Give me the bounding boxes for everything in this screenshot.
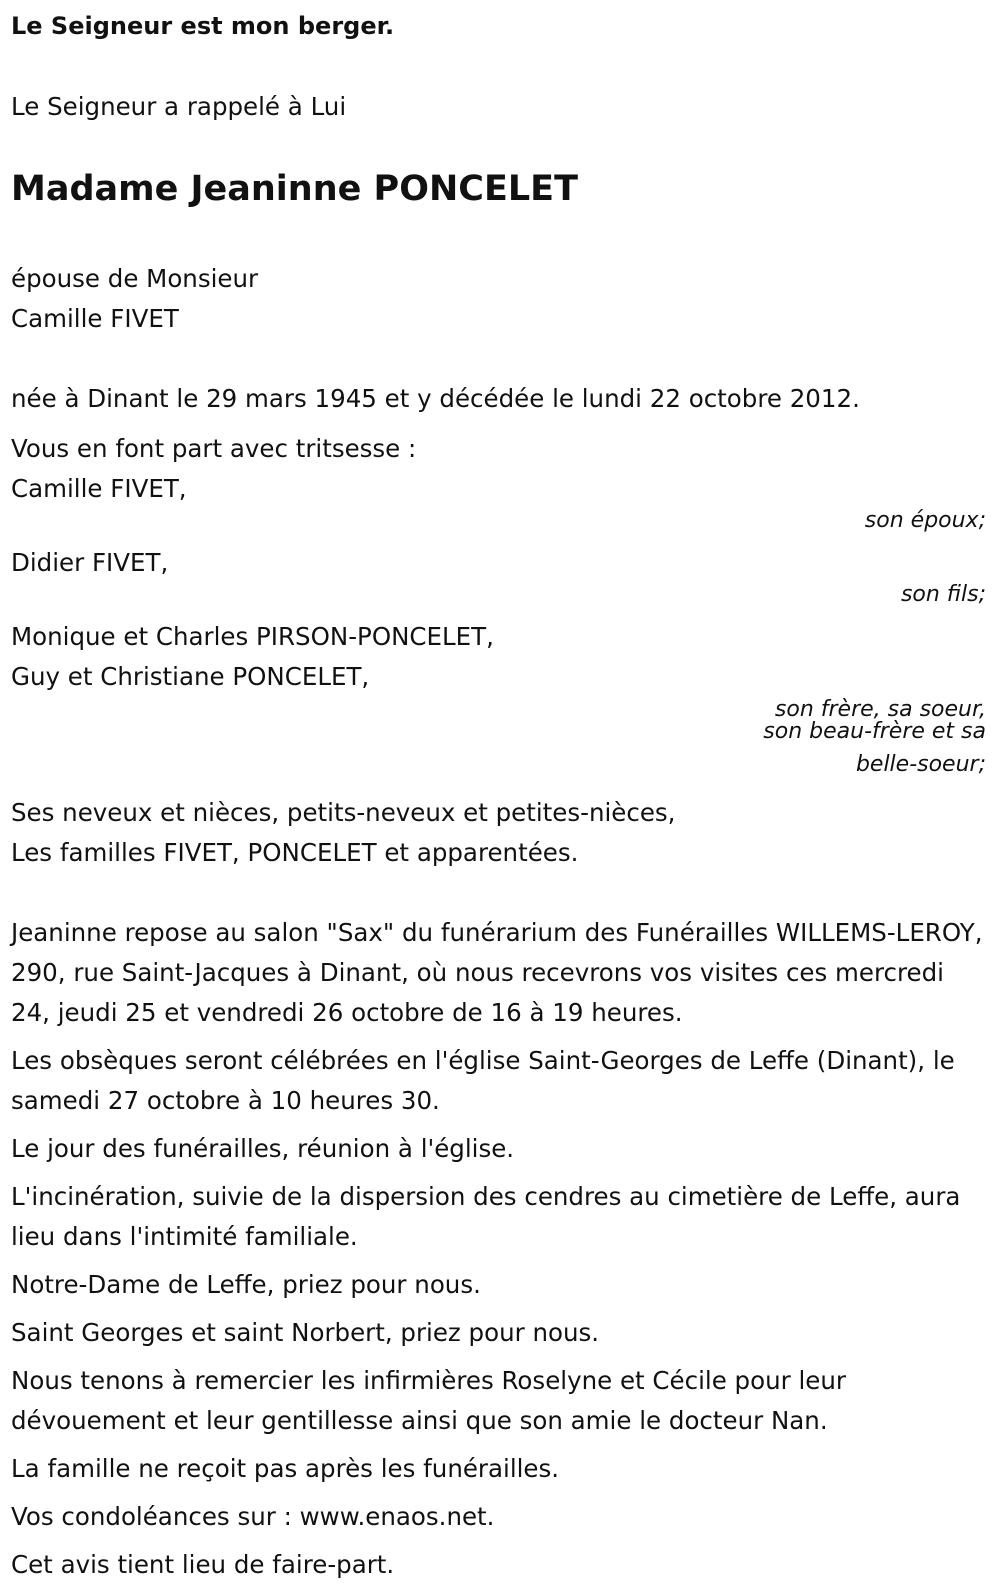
obituary-notice xyxy=(0,11,1000,1587)
family-husband-name: Camille FIVET, xyxy=(11,474,187,503)
intro-text: Le Seigneur a rappelé à Lui xyxy=(11,92,347,121)
prayer-1: Notre-Dame de Leffe, priez pour nous. xyxy=(11,1270,481,1299)
family-son-name: Didier FIVET, xyxy=(11,548,169,577)
family-siblings-relation-3: belle-soeur; xyxy=(855,752,986,777)
family-siblings-1: Monique et Charles PIRSON-PONCELET, xyxy=(11,622,494,651)
announcement: Vous en font part avec tritsesse : xyxy=(11,434,417,463)
family-son-relation: son fils; xyxy=(900,582,986,607)
funeral-paragraph: Les obsèques seront célébrées en l'église Saint-Georges de Leffe (Dinant), le samedi 27 octobre à 10 heures 30. xyxy=(11,1046,955,1115)
birth-death-line: née à Dinant le 29 mars 1945 et y décédée le lundi 22 octobre 2012. xyxy=(11,384,860,413)
family-siblings-relation-1: son frère, sa soeur, xyxy=(774,697,986,722)
family-nephews: Ses neveux et nièces, petits-neveux et petites-nièces, xyxy=(11,798,676,827)
motto: Le Seigneur est mon berger. xyxy=(11,12,395,40)
family-husband-relation: son époux; xyxy=(864,508,986,533)
cremation-paragraph: L'incinération, suivie de la dispersion des cendres au cimetière de Leffe, aura lieu dans l'intimité familiale. xyxy=(11,1182,961,1251)
spouse-line-2: Camille FIVET xyxy=(11,304,179,333)
viewing-paragraph: Jeaninne repose au salon "Sax" du funérarium des Funérailles WILLEMS-LEROY, 290, rue Saint-Jacques à Dinant, où nous recevrons vos visites ces mercredi 24, jeudi 25 et vendredi 26 octobre de 16 à 19 heures. xyxy=(11,918,983,1027)
family-families: Les familles FIVET, PONCELET et apparentées. xyxy=(11,838,579,867)
no-reception-paragraph: La famille ne reçoit pas après les funérailles. xyxy=(11,1454,560,1483)
family-siblings-relation-2: son beau-frère et sa xyxy=(763,719,986,744)
family-siblings-2: Guy et Christiane PONCELET, xyxy=(11,662,370,691)
condolences-paragraph: Vos condoléances sur : www.enaos.net. xyxy=(11,1502,495,1531)
closing-paragraph: Cet avis tient lieu de faire-part. xyxy=(11,1550,395,1579)
deceased-name: Madame Jeaninne PONCELET xyxy=(11,169,578,209)
prayer-2: Saint Georges et saint Norbert, priez pour nous. xyxy=(11,1318,600,1347)
spouse-line-1: épouse de Monsieur xyxy=(11,264,259,293)
thanks-paragraph: Nous tenons à remercier les infirmières Roselyne et Cécile pour leur dévouement et leur gentillesse ainsi que son amie le docteur Nan. xyxy=(11,1366,846,1435)
meeting-paragraph: Le jour des funérailles, réunion à l'église. xyxy=(11,1134,515,1163)
